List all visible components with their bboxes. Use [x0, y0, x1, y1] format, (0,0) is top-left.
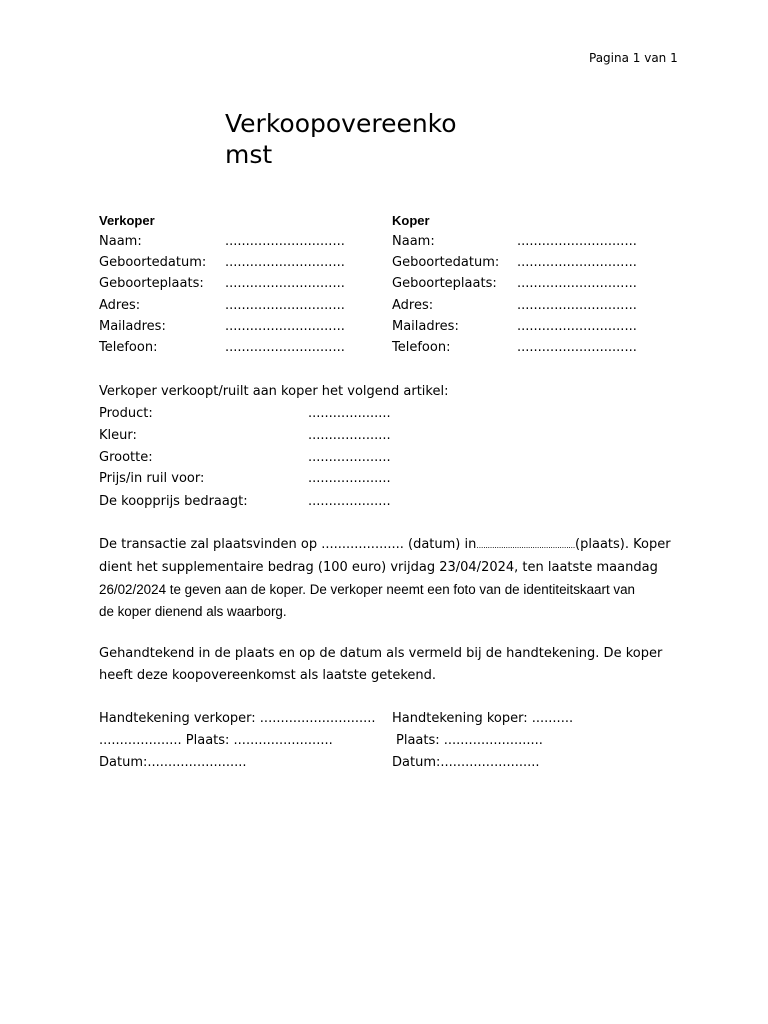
buyer-heading: Koper	[392, 213, 430, 228]
field-value: ....................	[308, 406, 391, 421]
article-intro: Verkoper verkoopt/ruilt aan koper het volgend artikel:	[99, 384, 449, 399]
field-label: De koopprijs bedraagt:	[99, 494, 248, 509]
document-title: Verkoopovereenkomst	[225, 109, 457, 169]
field-value: .............................	[225, 234, 345, 249]
field-label: Geboortedatum:	[392, 255, 500, 270]
field-value: .............................	[225, 319, 345, 334]
field-value: .............................	[225, 255, 345, 270]
signing-paragraph	[99, 643, 679, 687]
field-value: ....................	[308, 494, 391, 509]
buyer-place-line: Plaats: ........................	[396, 733, 543, 748]
signing-line-1: Gehandtekend in de plaats en op de datum als vermeld bij de handtekening. De koper	[99, 646, 663, 661]
seller-heading: Verkoper	[99, 213, 155, 228]
field-label: Telefoon:	[99, 340, 158, 355]
field-label: Naam:	[99, 234, 142, 249]
field-label: Adres:	[392, 298, 434, 313]
field-label: Product:	[99, 406, 153, 421]
field-value: .............................	[517, 255, 637, 270]
seller-place-line: .................... Plaats: ........................	[99, 733, 333, 748]
field-value: .............................	[517, 234, 637, 249]
field-label: Grootte:	[99, 450, 153, 465]
field-value: ....................	[308, 450, 391, 465]
field-label: Kleur:	[99, 428, 137, 443]
seller-date-line: Datum:........................	[99, 755, 247, 770]
transaction-place-text: (plaats). Koper	[575, 537, 671, 552]
field-label: Geboortedatum:	[99, 255, 207, 270]
page-number: Pagina 1 van 1	[589, 51, 678, 65]
field-value: .............................	[517, 340, 637, 355]
field-value: .............................	[225, 298, 345, 313]
transaction-line-3: 26/02/2024 te geven aan de koper. De verkoper neemt een foto van de identiteitskaart van	[99, 582, 635, 597]
transaction-paragraph	[99, 534, 679, 623]
field-label: Prijs/in ruil voor:	[99, 471, 205, 486]
transaction-line-2: dient het supplementaire bedrag (100 euro) vrijdag 23/04/2024, ten laatste maandag	[99, 560, 658, 575]
field-value: .............................	[517, 298, 637, 313]
buyer-signature-line: Handtekening koper: ..........	[392, 711, 574, 726]
transaction-date-text: De transactie zal plaatsvinden op .................... (datum) in	[99, 537, 477, 552]
transaction-line-4: de koper dienend als waarborg.	[99, 604, 287, 619]
signing-line-2: heeft deze koopovereenkomst als laatste getekend.	[99, 668, 437, 683]
field-label: Adres:	[99, 298, 141, 313]
field-value: .............................	[225, 340, 345, 355]
field-label: Telefoon:	[392, 340, 451, 355]
field-label: Mailadres:	[392, 319, 459, 334]
field-label: Geboorteplaats:	[392, 276, 497, 291]
field-label: Geboorteplaats:	[99, 276, 204, 291]
field-label: Mailadres:	[99, 319, 166, 334]
buyer-date-line: Datum:........................	[392, 755, 540, 770]
field-value: ....................	[308, 471, 391, 486]
field-value: .............................	[517, 319, 637, 334]
field-value: .............................	[225, 276, 345, 291]
field-value: .............................	[517, 276, 637, 291]
transaction-line-1	[99, 534, 679, 557]
field-label: Naam:	[392, 234, 435, 249]
field-value: ....................	[308, 428, 391, 443]
seller-signature-line: Handtekening verkoper: ............................	[99, 711, 376, 726]
transaction-place-dots: ............................................	[476, 541, 576, 550]
